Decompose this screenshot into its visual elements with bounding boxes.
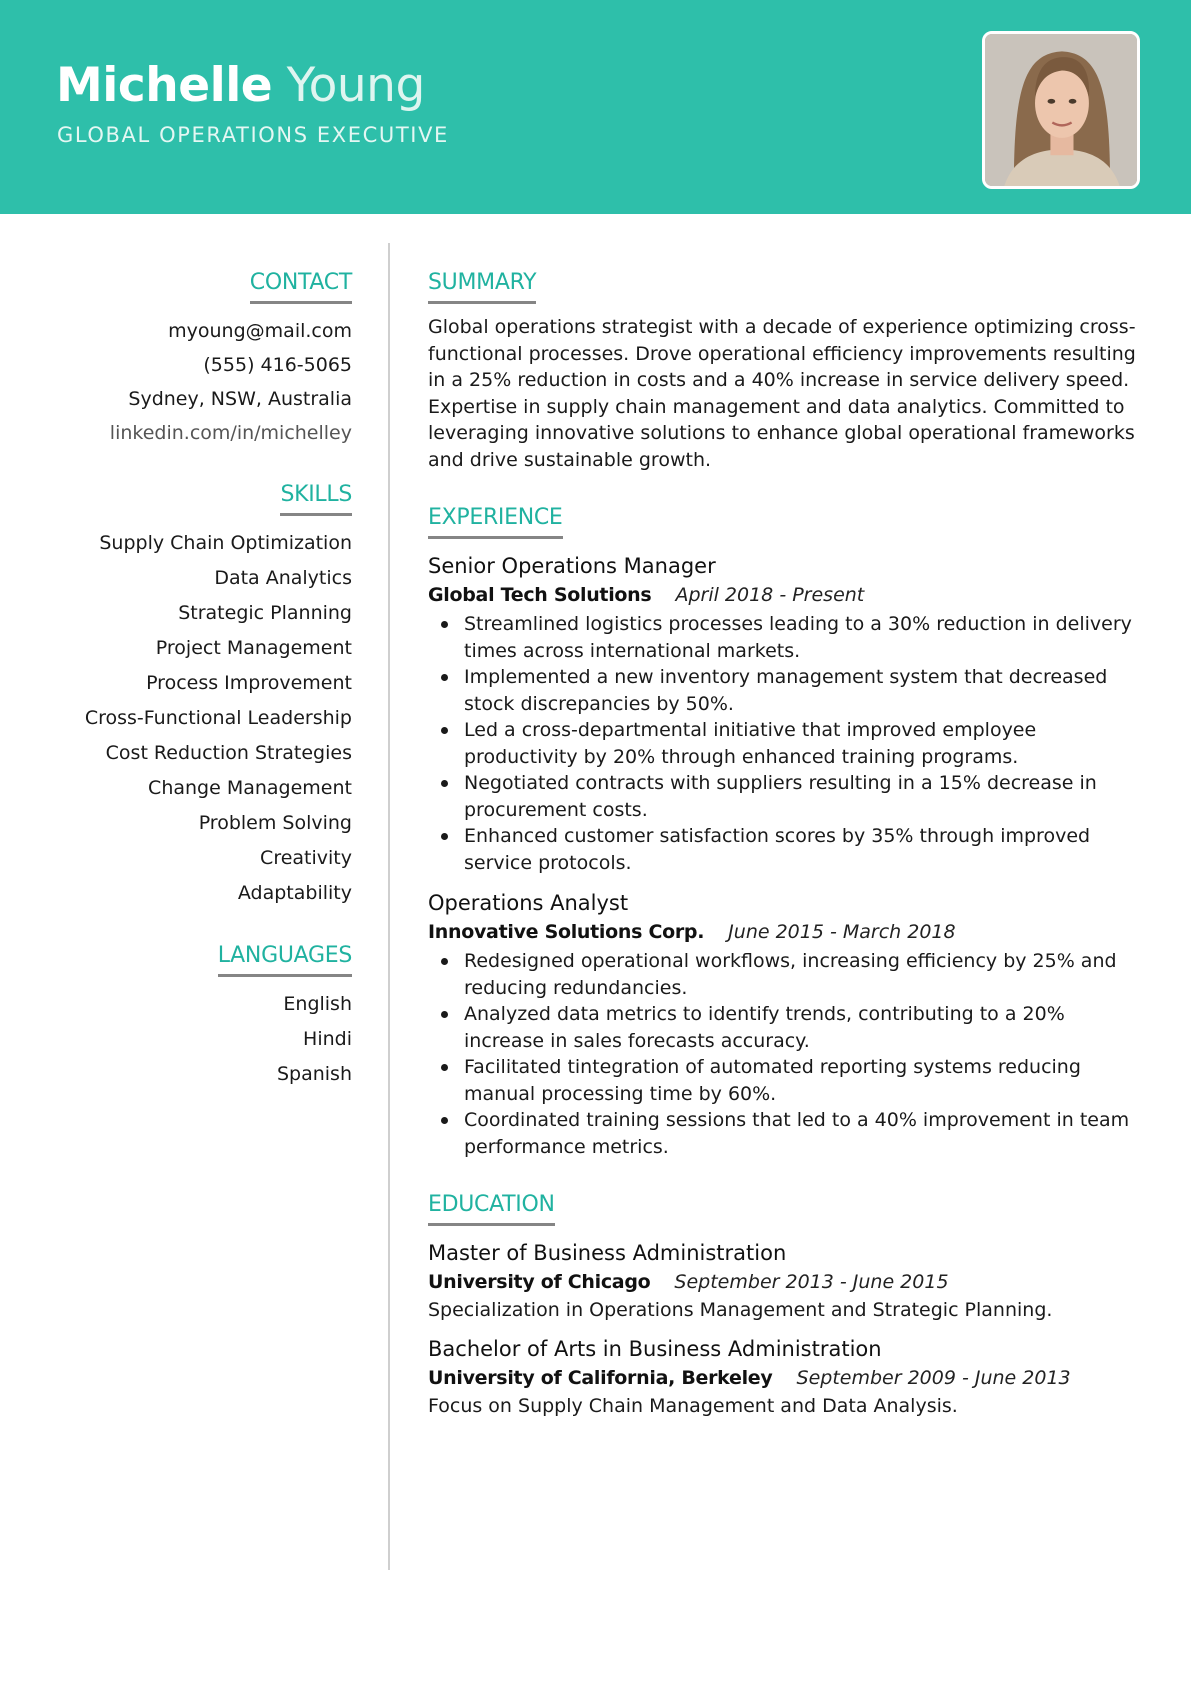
language-item: English xyxy=(283,993,352,1015)
contact-phone[interactable]: (555) 416-5065 xyxy=(203,354,352,376)
skill-item: Strategic Planning xyxy=(178,602,352,624)
skill-item: Change Management xyxy=(148,777,352,799)
education-section xyxy=(428,1190,1140,1420)
contact-section xyxy=(40,268,352,450)
job-title: Operations Analyst xyxy=(428,891,629,915)
job-entry xyxy=(428,888,1140,1160)
language-item: Hindi xyxy=(303,1028,352,1050)
bullet-item: Negotiated contracts with suppliers resulting in a 15% decrease in procurement costs. xyxy=(428,770,1140,823)
education-dates: September 2009 - June 2013 xyxy=(796,1367,1071,1389)
full-name xyxy=(56,56,425,116)
portrait-image xyxy=(985,34,1137,186)
experience-heading: EXPERIENCE xyxy=(428,503,563,539)
job-headline: GLOBAL OPERATIONS EXECUTIVE xyxy=(57,123,449,147)
summary-section xyxy=(428,268,1140,473)
job-bullets xyxy=(428,611,1140,876)
education-meta xyxy=(428,1364,1140,1392)
job-meta xyxy=(428,581,1140,609)
education-description: Focus on Supply Chain Management and Data Analysis. xyxy=(428,1395,958,1417)
skill-item: Data Analytics xyxy=(214,567,352,589)
skill-item: Problem Solving xyxy=(198,812,352,834)
skills-list xyxy=(40,526,352,911)
right-column xyxy=(428,268,1140,1450)
languages-list xyxy=(40,987,352,1092)
contact-email[interactable]: myoung@mail.com xyxy=(168,320,352,342)
skill-item: Process Improvement xyxy=(146,672,352,694)
job-meta xyxy=(428,918,1140,946)
contact-linkedin[interactable]: linkedin.com/in/michelley xyxy=(109,422,352,444)
bullet-item: Enhanced customer satisfaction scores by 35% through improved service protocols. xyxy=(428,823,1140,876)
languages-section xyxy=(40,941,352,1092)
contact-location: Sydney, NSW, Australia xyxy=(128,388,352,410)
skill-item: Project Management xyxy=(155,637,352,659)
job-bullets xyxy=(428,948,1140,1160)
bullet-item: Redesigned operational workflows, increasing efficiency by 25% and reducing redundancies. xyxy=(428,948,1140,1001)
school-name: University of California, Berkeley xyxy=(428,1367,773,1389)
skill-item: Cost Reduction Strategies xyxy=(105,742,352,764)
education-entry xyxy=(428,1334,1140,1420)
education-meta xyxy=(428,1268,1140,1296)
education-heading: EDUCATION xyxy=(428,1190,555,1226)
bullet-item: Facilitated tintegration of automated reporting systems reducing manual processing time by 60%. xyxy=(428,1054,1140,1107)
contact-list xyxy=(40,314,352,450)
summary-heading: SUMMARY xyxy=(428,268,536,304)
bullet-item: Analyzed data metrics to identify trends, contributing to a 20% increase in sales forecasts accuracy. xyxy=(428,1001,1140,1054)
last-name: Young xyxy=(286,58,425,113)
bullet-item: Streamlined logistics processes leading to a 30% reduction in delivery times across international markets. xyxy=(428,611,1140,664)
job-dates: June 2015 - March 2018 xyxy=(728,921,956,943)
bullet-item: Coordinated training sessions that led to a 40% improvement in team performance metrics. xyxy=(428,1107,1140,1160)
job-entry xyxy=(428,551,1140,876)
experience-section xyxy=(428,503,1140,1160)
left-column xyxy=(40,268,352,1122)
degree-title: Bachelor of Arts in Business Administration xyxy=(428,1337,882,1361)
contact-heading: CONTACT xyxy=(250,268,352,304)
skill-item: Cross-Functional Leadership xyxy=(84,707,352,729)
column-divider xyxy=(388,243,390,1570)
first-name: Michelle xyxy=(56,58,273,113)
header-banner xyxy=(0,0,1191,214)
skills-heading: SKILLS xyxy=(280,480,352,516)
education-dates: September 2013 - June 2015 xyxy=(674,1271,949,1293)
skills-section xyxy=(40,480,352,911)
job-dates: April 2018 - Present xyxy=(675,584,865,606)
skill-item: Adaptability xyxy=(237,882,352,904)
school-name: University of Chicago xyxy=(428,1271,651,1293)
language-item: Spanish xyxy=(276,1063,352,1085)
education-description: Specialization in Operations Management and Strategic Planning. xyxy=(428,1299,1053,1321)
bullet-item: Implemented a new inventory management system that decreased stock discrepancies by 50%. xyxy=(428,664,1140,717)
summary-text: Global operations strategist with a decade of experience optimizing cross-functional processes. Drove operational efficiency improvements resulting in a 25% reduction in costs and a 40% increase in service delivery speed. Expertise in supply chain management and data analytics. Committed to leveraging innovative solutions to enhance global operational frameworks and drive sustainable growth. xyxy=(428,316,1136,471)
education-entry xyxy=(428,1238,1140,1324)
job-company: Global Tech Solutions xyxy=(428,584,652,606)
profile-photo xyxy=(982,31,1140,189)
bullet-item: Led a cross-departmental initiative that improved employee productivity by 20% through enhanced training programs. xyxy=(428,717,1140,770)
job-title: Senior Operations Manager xyxy=(428,554,716,578)
job-company: Innovative Solutions Corp. xyxy=(428,921,705,943)
degree-title: Master of Business Administration xyxy=(428,1241,787,1265)
skill-item: Creativity xyxy=(260,847,352,869)
skill-item: Supply Chain Optimization xyxy=(99,532,352,554)
languages-heading: LANGUAGES xyxy=(218,941,352,977)
